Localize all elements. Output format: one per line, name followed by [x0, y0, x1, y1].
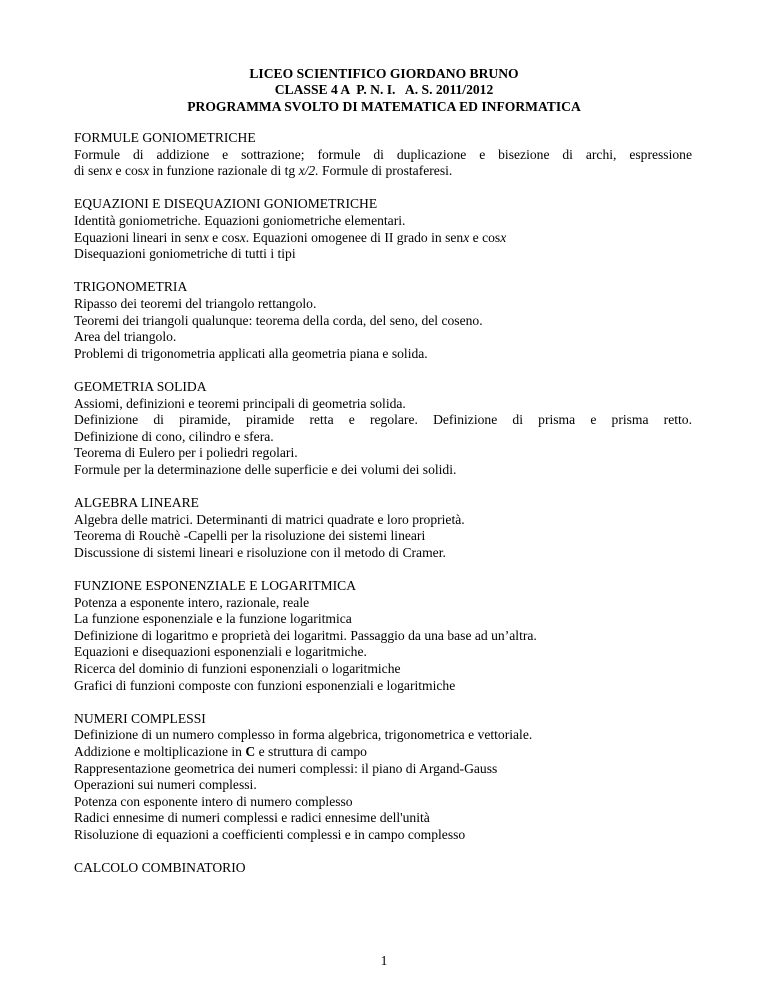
- text-line: Teorema di Eulero per i poliedri regolari.: [74, 445, 298, 461]
- math-variable: x: [463, 229, 470, 245]
- section-heading: GEOMETRIA SOLIDA: [74, 378, 207, 394]
- school-name: LICEO SCIENTIFICO GIORDANO BRUNO: [249, 66, 519, 81]
- section-heading: TRIGONOMETRIA: [74, 279, 188, 295]
- text-line: Problemi di trigonometria applicati alla geometria piana e solida.: [74, 345, 428, 361]
- text-line: Formule di addizione e sottrazione; formule di duplicazione e bisezione di archi, espressione: [74, 146, 692, 162]
- text-line: La funzione esponenziale e la funzione logaritmica: [74, 611, 352, 627]
- section-heading: NUMERI COMPLESSI: [74, 710, 206, 726]
- math-variable: x: [239, 229, 246, 245]
- text-line: [74, 163, 692, 180]
- section-numeri-complessi: [74, 711, 692, 844]
- text-span: e struttura di campo: [255, 743, 367, 759]
- math-variable: x: [500, 229, 507, 245]
- document-body: [74, 130, 692, 893]
- section-calcolo-combinatorio: [74, 860, 692, 877]
- text-span: Addizione e moltiplicazione in: [74, 743, 246, 759]
- text-line: Radici ennesime di numeri complessi e radici ennesime dell'unità: [74, 810, 430, 826]
- complex-set-symbol: C: [245, 743, 256, 759]
- section-heading: EQUAZIONI E DISEQUAZIONI GONIOMETRICHE: [74, 196, 378, 212]
- text-line: Teorema di Rouchè -Capelli per la risoluzione dei sistemi lineari: [74, 528, 426, 544]
- text-span: e cos: [208, 229, 240, 245]
- section-heading: FORMULE GONIOMETRICHE: [74, 130, 256, 145]
- text-span: Formule di prostaferesi.: [318, 163, 453, 179]
- document-header: [0, 66, 768, 115]
- text-line: Discussione di sistemi lineari e risoluzione con il metodo di Cramer.: [74, 544, 446, 560]
- math-variable: x: [143, 163, 150, 179]
- math-variable: x: [202, 229, 209, 245]
- text-line: Assiomi, definizioni e teoremi principali di geometria solida.: [74, 395, 406, 411]
- text-line: [74, 744, 692, 761]
- text-line: Operazioni sui numeri complessi.: [74, 777, 257, 793]
- text-line: Potenza con esponente intero di numero complesso: [74, 793, 353, 809]
- text-line: Definizione di un numero complesso in forma algebrica, trigonometrica e vettoriale.: [74, 727, 533, 743]
- text-line: Equazioni e disequazioni esponenziali e logaritmiche.: [74, 644, 367, 660]
- text-span: e cos: [112, 163, 144, 179]
- text-line: [74, 230, 692, 247]
- section-heading: CALCOLO COMBINATORIO: [74, 860, 246, 876]
- text-line: Teoremi dei triangoli qualunque: teorema della corda, del seno, del coseno.: [74, 312, 483, 328]
- text-line: Area del triangolo.: [74, 329, 177, 345]
- text-span: in funzione razionale di tg: [149, 163, 299, 179]
- section-heading: FUNZIONE ESPONENZIALE E LOGARITMICA: [74, 578, 357, 594]
- text-span: Equazioni lineari in sen: [74, 229, 203, 245]
- text-line: Identità goniometriche. Equazioni goniometriche elementari.: [74, 212, 406, 228]
- text-line: Disequazioni goniometriche di tutti i tipi: [74, 246, 296, 262]
- text-line: Risoluzione di equazioni a coefficienti complessi e in campo complesso: [74, 826, 466, 842]
- text-line: Definizione di logaritmo e proprietà dei logaritmi. Passaggio da una base ad un’altra.: [74, 627, 537, 643]
- math-variable: x: [106, 163, 113, 179]
- text-line: Grafici di funzioni composte con funzioni esponenziali e logaritmiche: [74, 677, 456, 693]
- text-span: . Equazioni omogenee di II grado in sen: [245, 229, 464, 245]
- program-title: PROGRAMMA SVOLTO DI MATEMATICA ED INFORMATICA: [187, 98, 581, 114]
- text-line: Definizione di cono, cilindro e sfera.: [74, 428, 274, 444]
- section-formule-goniometriche: [74, 130, 692, 180]
- section-trigonometria: [74, 279, 692, 362]
- text-line: Potenza a esponente intero, razionale, reale: [74, 594, 310, 610]
- section-heading: ALGEBRA LINEARE: [74, 495, 199, 511]
- class-year: CLASSE 4 A P. N. I. A. S. 2011/2012: [274, 82, 494, 98]
- text-line: Formule per la determinazione delle superficie e dei volumi dei solidi.: [74, 461, 457, 477]
- text-line: Ripasso dei teoremi del triangolo rettangolo.: [74, 295, 317, 311]
- page-number: 1: [380, 953, 388, 968]
- text-span: e cos: [469, 229, 501, 245]
- section-algebra-lineare: [74, 495, 692, 561]
- text-line: Ricerca del dominio di funzioni esponenziali o logaritmiche: [74, 661, 401, 676]
- section-equazioni-disequazioni: [74, 196, 692, 262]
- section-funzione-esponenziale: [74, 578, 692, 694]
- section-geometria-solida: [74, 379, 692, 479]
- math-variable: x/2.: [298, 163, 319, 179]
- text-line: Rappresentazione geometrica dei numeri complessi: il piano di Argand-Gauss: [74, 760, 498, 776]
- text-line: Algebra delle matrici. Determinanti di matrici quadrate e loro proprietà.: [74, 511, 465, 527]
- text-line: Definizione di piramide, piramide retta e regolare. Definizione di prisma e prisma retto.: [74, 412, 692, 428]
- text-span: di sen: [74, 163, 107, 179]
